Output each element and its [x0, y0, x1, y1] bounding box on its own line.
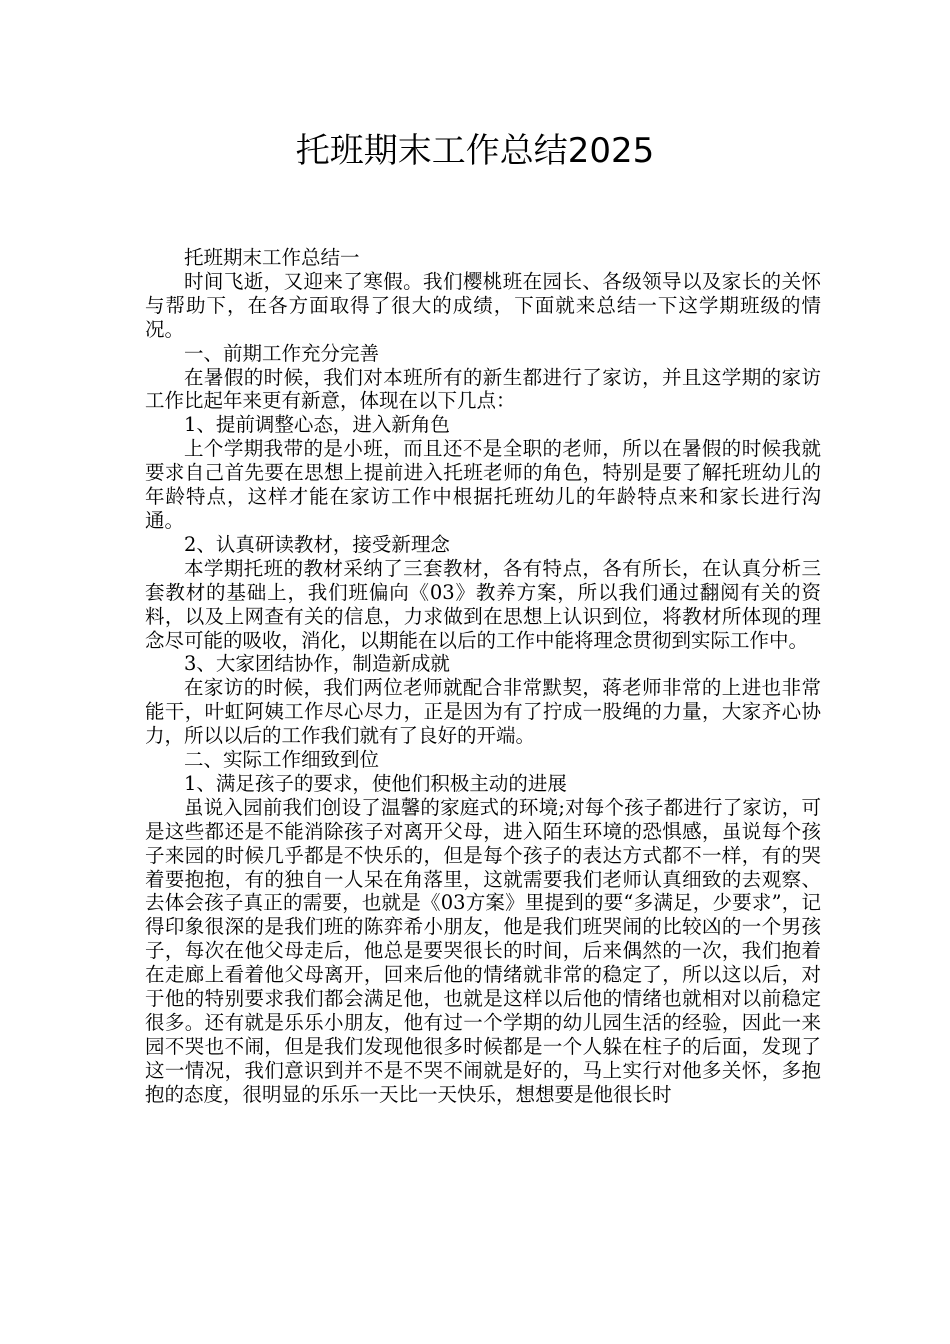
section-heading: 一、前期工作充分完善 [184, 341, 380, 365]
subsection-heading: 2、认真研读教材，接受新理念 [184, 532, 450, 556]
body-paragraph: 本学期托班的教材采纳了三套教材，各有特点，各有所长，在认真分析三套教材的基础上，我们班偏向《03》教养方案，所以我们通过翻阅有关的资料，以及上网查有关的信息，力求做到在思想上认识到位，将教材所体现的理念尽可能的吸收，消化，以期能在以后的工作中能将理念贯彻到实际工作中。 [145, 556, 821, 652]
body-paragraph: 在家访的时候，我们两位老师就配合非常默契，蒋老师非常的上进也非常能干，叶虹阿姨工作尽心尽力，正是因为有了拧成一股绳的力量，大家齐心协力，所以以后的工作我们就有了良好的开端。 [145, 676, 821, 748]
section-heading: 托班期末工作总结一 [184, 246, 360, 269]
subsection-heading: 1、满足孩子的要求，使他们积极主动的进展 [184, 771, 567, 795]
section-heading: 二、实际工作细致到位 [184, 748, 380, 772]
document-body [145, 246, 821, 1107]
subsection-heading: 1、提前调整心态，进入新角色 [184, 413, 450, 437]
body-paragraph: 虽说入园前我们创设了温馨的家庭式的环境;对每个孩子都进行了家访，可是这些都还是不能消除孩子对离开父母，进入陌生环境的恐惧感，虽说每个孩子来园的时候几乎都是不快乐的，但是每个孩子的表达方式都不一样，有的哭着要抱抱，有的独自一人呆在角落里，这就需要我们老师认真细致的去观察、去体会孩子真正的需要，也就是《03方案》里提到的要“多满足，少要求”，记得印象很深的是我们班的陈弈希小朋友，他是我们班哭闹的比较凶的一个男孩子，每次在他父母走后，他总是要哭很长的时间，后来偶然的一次，我们抱着在走廊上看着他父母离开，回来后他的情绪就非常的稳定了，所以这以后，对于他的特别要求我们都会满足他，也就是这样以后他的情绪也就相对以前稳定很多。还有就是乐乐小朋友，他有过一个学期的幼儿园生活的经验，因此一来园不哭也不闹，但是我们发现他很多时候都是一个人躲在柱子的后面，发现了这一情况，我们意识到并不是不哭不闹就是好的，马上实行对他多关怀，多抱抱的态度，很明显的乐乐一天比一天快乐，想想要是他很长时 [145, 795, 821, 1106]
body-paragraph: 时间飞逝，又迎来了寒假。我们樱桃班在园长、各级领导以及家长的关怀与帮助下，在各方面取得了很大的成绩，下面就来总结一下这学期班级的情况。 [145, 269, 821, 341]
document-title: 托班期末工作总结2025 [295, 131, 655, 171]
body-paragraph: 上个学期我带的是小班，而且还不是全职的老师，所以在暑假的时候我就要求自己首先要在思想上提前进入托班老师的角色，特别是要了解托班幼儿的年龄特点，这样才能在家访工作中根据托班幼儿的年龄特点来和家长进行沟通。 [145, 437, 821, 532]
body-paragraph: 在暑假的时候，我们对本班所有的新生都进行了家访，并且这学期的家访工作比起年来更有新意，体现在以下几点： [145, 365, 821, 413]
subsection-heading: 3、大家团结协作，制造新成就 [184, 652, 450, 676]
